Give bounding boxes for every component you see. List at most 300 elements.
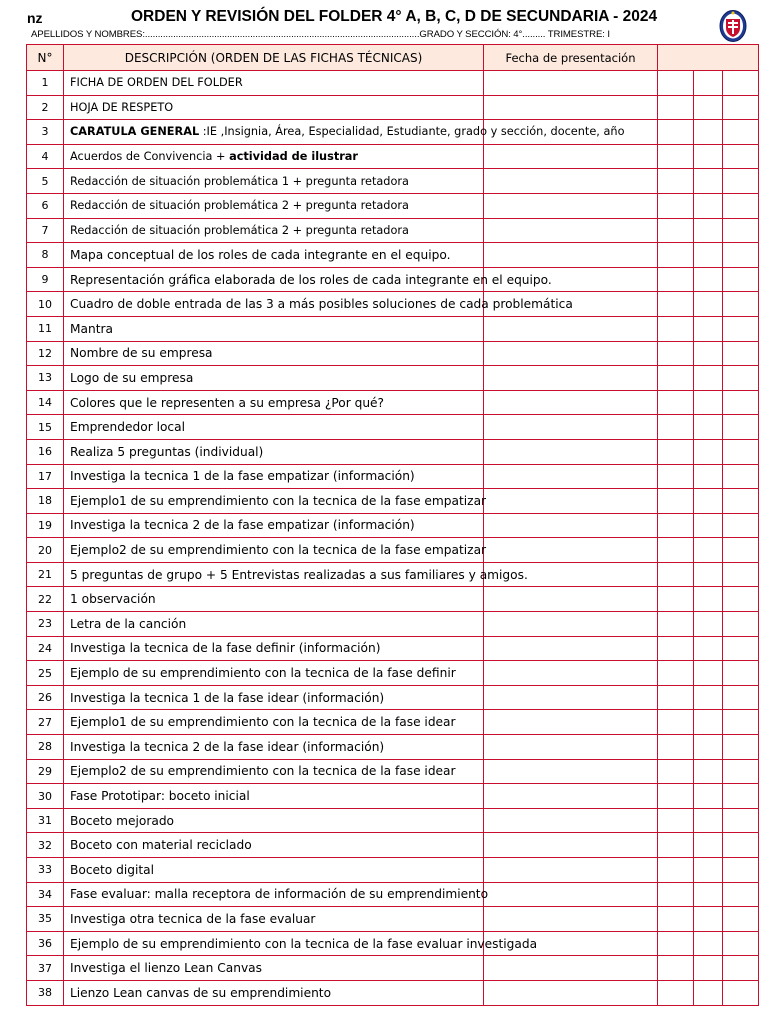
- check-cell[interactable]: [658, 292, 694, 317]
- check-cell[interactable]: [694, 735, 723, 760]
- check-cell[interactable]: [723, 907, 759, 932]
- check-cell[interactable]: [658, 538, 694, 563]
- row-number: 6: [27, 193, 64, 218]
- table-row: [27, 415, 759, 440]
- check-cell[interactable]: [658, 316, 694, 341]
- check-cell[interactable]: [658, 513, 694, 538]
- folder-checklist-table: [26, 44, 759, 1006]
- table-row: [27, 218, 759, 243]
- row-description-text: Redacción de situación problemática 2 + pregunta retadora: [70, 199, 409, 213]
- date-cell[interactable]: [484, 735, 658, 760]
- check-cell[interactable]: [658, 710, 694, 735]
- check-cell[interactable]: [658, 808, 694, 833]
- row-description-text: Emprendedor local: [70, 420, 185, 435]
- row-number: 22: [27, 587, 64, 612]
- column-header-number: N°: [27, 45, 64, 71]
- check-cell[interactable]: [658, 243, 694, 268]
- row-description: [64, 464, 484, 489]
- check-cell[interactable]: [723, 316, 759, 341]
- date-cell[interactable]: [484, 489, 658, 514]
- table-row: [27, 464, 759, 489]
- check-cell[interactable]: [694, 95, 723, 120]
- row-number: 33: [27, 858, 64, 883]
- table-row: [27, 759, 759, 784]
- row-number: 32: [27, 833, 64, 858]
- check-cell[interactable]: [723, 464, 759, 489]
- row-number: 31: [27, 808, 64, 833]
- date-cell[interactable]: [484, 587, 658, 612]
- date-cell[interactable]: [484, 759, 658, 784]
- check-cell[interactable]: [658, 439, 694, 464]
- date-cell[interactable]: [484, 710, 658, 735]
- row-number: 1: [27, 71, 64, 96]
- row-description: [64, 858, 484, 883]
- row-description: [64, 243, 484, 268]
- date-cell[interactable]: [484, 833, 658, 858]
- check-cell[interactable]: [723, 808, 759, 833]
- check-cell[interactable]: [694, 144, 723, 169]
- row-description: [64, 169, 484, 194]
- date-cell[interactable]: [484, 858, 658, 883]
- check-cell[interactable]: [694, 833, 723, 858]
- check-cell[interactable]: [658, 980, 694, 1005]
- date-cell[interactable]: [484, 636, 658, 661]
- date-cell[interactable]: [484, 661, 658, 686]
- row-description-text: FICHA DE ORDEN DEL FOLDER: [70, 76, 243, 90]
- row-description-text: Redacción de situación problemática 2 + pregunta retadora: [70, 223, 409, 237]
- check-cell[interactable]: [723, 243, 759, 268]
- check-cell[interactable]: [723, 390, 759, 415]
- row-description-bold: actividad de ilustrar: [229, 150, 358, 164]
- row-number: 10: [27, 292, 64, 317]
- row-number: 13: [27, 366, 64, 391]
- check-cell[interactable]: [694, 243, 723, 268]
- check-cell[interactable]: [658, 759, 694, 784]
- check-cell[interactable]: [694, 612, 723, 637]
- row-description: [64, 980, 484, 1005]
- check-cell[interactable]: [694, 341, 723, 366]
- row-number: 12: [27, 341, 64, 366]
- row-description: [64, 439, 484, 464]
- check-cell[interactable]: [723, 661, 759, 686]
- column-header-description: DESCRIPCIÓN (ORDEN DE LAS FICHAS TÉCNICAS): [64, 45, 484, 71]
- check-cell[interactable]: [723, 882, 759, 907]
- table-row: [27, 95, 759, 120]
- row-description: [64, 513, 484, 538]
- check-cell[interactable]: [694, 513, 723, 538]
- table-row: [27, 169, 759, 194]
- check-cell[interactable]: [694, 267, 723, 292]
- check-cell[interactable]: [658, 489, 694, 514]
- check-cell[interactable]: [694, 292, 723, 317]
- row-description: [64, 193, 484, 218]
- check-cell[interactable]: [694, 562, 723, 587]
- row-description-text: Fase evaluar: malla receptora de información de su emprendimiento: [70, 887, 489, 902]
- row-description-bold: CARATULA GENERAL: [70, 125, 200, 139]
- table-row: [27, 858, 759, 883]
- row-description-text: Logo de su empresa: [70, 370, 194, 385]
- row-description: [64, 71, 484, 96]
- check-cell[interactable]: [694, 636, 723, 661]
- check-cell[interactable]: [723, 267, 759, 292]
- row-description-text: Boceto mejorado: [70, 813, 175, 828]
- table-row: [27, 513, 759, 538]
- check-cell[interactable]: [723, 193, 759, 218]
- check-cell[interactable]: [723, 858, 759, 883]
- check-cell[interactable]: [723, 341, 759, 366]
- row-number: 16: [27, 439, 64, 464]
- check-cell[interactable]: [694, 218, 723, 243]
- table-row: [27, 144, 759, 169]
- table-row: [27, 120, 759, 145]
- check-cell[interactable]: [658, 587, 694, 612]
- row-number: 11: [27, 316, 64, 341]
- check-cell[interactable]: [658, 415, 694, 440]
- row-description-text: Acuerdos de Convivencia +: [70, 150, 230, 164]
- column-header-date: Fecha de presentación: [484, 45, 658, 71]
- row-number: 23: [27, 612, 64, 637]
- date-cell[interactable]: [484, 218, 658, 243]
- date-cell[interactable]: [484, 784, 658, 809]
- row-number: 20: [27, 538, 64, 563]
- check-cell[interactable]: [658, 341, 694, 366]
- check-cell[interactable]: [658, 612, 694, 637]
- check-cell[interactable]: [723, 636, 759, 661]
- check-cell[interactable]: [723, 144, 759, 169]
- row-description-text: Investiga la tecnica 1 de la fase idear (información): [70, 690, 385, 705]
- check-cell[interactable]: [658, 95, 694, 120]
- check-cell[interactable]: [658, 685, 694, 710]
- row-description: [64, 562, 528, 587]
- check-cell[interactable]: [723, 415, 759, 440]
- table-row: [27, 931, 759, 956]
- row-description: [64, 661, 484, 686]
- row-number: 37: [27, 956, 64, 981]
- row-description: [64, 636, 484, 661]
- date-cell[interactable]: [484, 193, 658, 218]
- row-number: 26: [27, 685, 64, 710]
- check-cell[interactable]: [694, 931, 723, 956]
- row-description-text: Ejemplo2 de su emprendimiento con la tecnica de la fase idear: [70, 764, 456, 779]
- table-row: [27, 980, 759, 1005]
- check-cell[interactable]: [694, 956, 723, 981]
- table-row: [27, 292, 759, 317]
- row-description: [64, 390, 484, 415]
- check-cell[interactable]: [694, 415, 723, 440]
- row-number: 14: [27, 390, 64, 415]
- check-cell[interactable]: [658, 931, 694, 956]
- row-description: [64, 685, 484, 710]
- date-cell[interactable]: [484, 316, 658, 341]
- row-description: [64, 931, 538, 956]
- table-row: [27, 390, 759, 415]
- prefix-label: nz: [27, 10, 43, 26]
- column-header-empty: [658, 45, 759, 71]
- check-cell[interactable]: [694, 464, 723, 489]
- row-description: [64, 612, 484, 637]
- check-cell[interactable]: [723, 784, 759, 809]
- check-cell[interactable]: [658, 169, 694, 194]
- row-description-text: Investiga la tecnica 2 de la fase empatizar (información): [70, 518, 415, 533]
- row-description-text: Cuadro de doble entrada de las 3 a más posibles soluciones de cada problemática: [70, 297, 573, 312]
- check-cell[interactable]: [694, 784, 723, 809]
- check-cell[interactable]: [723, 95, 759, 120]
- date-cell[interactable]: [484, 513, 658, 538]
- check-cell[interactable]: [658, 784, 694, 809]
- date-cell[interactable]: [484, 612, 658, 637]
- table-row: [27, 907, 759, 932]
- row-description-text: Boceto digital: [70, 862, 155, 877]
- check-cell[interactable]: [723, 759, 759, 784]
- row-description: [64, 587, 484, 612]
- row-description-text: 1 observación: [70, 592, 156, 607]
- check-cell[interactable]: [694, 193, 723, 218]
- row-description-text: Investiga la tecnica 2 de la fase idear (información): [70, 739, 385, 754]
- check-cell[interactable]: [694, 808, 723, 833]
- date-cell[interactable]: [484, 980, 658, 1005]
- check-cell[interactable]: [723, 587, 759, 612]
- table-row: [27, 243, 759, 268]
- table-row: [27, 882, 759, 907]
- row-description: [64, 95, 484, 120]
- check-cell[interactable]: [723, 513, 759, 538]
- check-cell[interactable]: [658, 120, 694, 145]
- student-info-line: APELLIDOS Y NOMBRES:...........................................................................................................GRADO Y SECCIÓN: 4°......... TRIMESTRE: I: [31, 29, 610, 40]
- check-cell[interactable]: [658, 390, 694, 415]
- check-cell[interactable]: [658, 833, 694, 858]
- row-description-text: Ejemplo1 de su emprendimiento con la tecnica de la fase empatizar: [70, 493, 487, 508]
- check-cell[interactable]: [694, 120, 723, 145]
- row-description-text: :IE ,Insignia, Área, Especialidad, Estudiante, grado y sección, docente, año: [199, 125, 625, 139]
- check-cell[interactable]: [694, 587, 723, 612]
- date-cell[interactable]: [484, 144, 658, 169]
- row-description: [64, 710, 484, 735]
- row-number: 19: [27, 513, 64, 538]
- row-description: [64, 907, 484, 932]
- row-description: [64, 538, 487, 563]
- check-cell[interactable]: [723, 292, 759, 317]
- check-cell[interactable]: [658, 366, 694, 391]
- row-description: [64, 833, 484, 858]
- date-cell[interactable]: [484, 439, 658, 464]
- check-cell[interactable]: [694, 710, 723, 735]
- table-row: [27, 956, 759, 981]
- check-cell[interactable]: [723, 931, 759, 956]
- table-row: [27, 439, 759, 464]
- row-description: [64, 784, 484, 809]
- row-description: [64, 292, 573, 317]
- date-cell[interactable]: [484, 538, 658, 563]
- check-cell[interactable]: [723, 980, 759, 1005]
- check-cell[interactable]: [694, 661, 723, 686]
- check-cell[interactable]: [723, 120, 759, 145]
- row-description: [64, 341, 484, 366]
- row-number: 24: [27, 636, 64, 661]
- row-number: 34: [27, 882, 64, 907]
- row-description-text: Investiga la tecnica 1 de la fase empatizar (información): [70, 469, 415, 484]
- date-cell[interactable]: [484, 956, 658, 981]
- row-number: 25: [27, 661, 64, 686]
- row-description-text: Ejemplo de su emprendimiento con la tecnica de la fase definir: [70, 666, 456, 681]
- row-description: [64, 735, 484, 760]
- row-description-text: Ejemplo1 de su emprendimiento con la tecnica de la fase idear: [70, 715, 456, 730]
- check-cell[interactable]: [723, 562, 759, 587]
- row-description-text: Redacción de situación problemática 1 + pregunta retadora: [70, 174, 409, 188]
- row-description-text: Lienzo Lean canvas de su emprendimiento: [70, 985, 332, 1000]
- check-cell[interactable]: [658, 464, 694, 489]
- check-cell[interactable]: [723, 956, 759, 981]
- check-cell[interactable]: [658, 144, 694, 169]
- row-number: 8: [27, 243, 64, 268]
- table-row: [27, 636, 759, 661]
- check-cell[interactable]: [658, 661, 694, 686]
- date-cell[interactable]: [484, 95, 658, 120]
- date-cell[interactable]: [484, 390, 658, 415]
- row-number: 36: [27, 931, 64, 956]
- date-cell[interactable]: [484, 808, 658, 833]
- row-description: [64, 956, 484, 981]
- row-description: [64, 366, 484, 391]
- row-description-text: Realiza 5 preguntas (individual): [70, 444, 264, 459]
- row-description: [64, 144, 484, 169]
- row-description: [64, 808, 484, 833]
- row-description-text: Ejemplo de su emprendimiento con la tecnica de la fase evaluar investigada: [70, 936, 538, 951]
- table-row: [27, 538, 759, 563]
- table-row: [27, 366, 759, 391]
- check-cell[interactable]: [694, 907, 723, 932]
- check-cell[interactable]: [723, 439, 759, 464]
- table-row: [27, 489, 759, 514]
- row-description-text: Letra de la canción: [70, 616, 187, 631]
- row-description: [64, 120, 625, 145]
- table-row: [27, 562, 759, 587]
- table-row: [27, 661, 759, 686]
- check-cell[interactable]: [658, 193, 694, 218]
- check-cell[interactable]: [723, 710, 759, 735]
- check-cell[interactable]: [658, 882, 694, 907]
- date-cell[interactable]: [484, 907, 658, 932]
- check-cell[interactable]: [658, 267, 694, 292]
- check-cell[interactable]: [694, 685, 723, 710]
- row-number: 15: [27, 415, 64, 440]
- row-description: [64, 489, 487, 514]
- row-number: 5: [27, 169, 64, 194]
- date-cell[interactable]: [484, 366, 658, 391]
- check-cell[interactable]: [694, 390, 723, 415]
- check-cell[interactable]: [694, 316, 723, 341]
- row-number: 4: [27, 144, 64, 169]
- table-row: [27, 710, 759, 735]
- check-cell[interactable]: [694, 366, 723, 391]
- row-number: 21: [27, 562, 64, 587]
- row-description-text: Fase Prototipar: boceto inicial: [70, 789, 250, 804]
- check-cell[interactable]: [723, 489, 759, 514]
- date-cell[interactable]: [484, 341, 658, 366]
- check-cell[interactable]: [658, 907, 694, 932]
- page-title: ORDEN Y REVISIÓN DEL FOLDER 4° A, B, C, D DE SECUNDARIA - 2024: [131, 8, 658, 25]
- check-cell[interactable]: [694, 538, 723, 563]
- check-cell[interactable]: [658, 636, 694, 661]
- row-description-text: Colores que le representen a su empresa ¿Por qué?: [70, 395, 385, 410]
- row-number: 7: [27, 218, 64, 243]
- table-row: [27, 316, 759, 341]
- table-row: [27, 808, 759, 833]
- row-description-text: Ejemplo2 de su emprendimiento con la tecnica de la fase empatizar: [70, 543, 487, 558]
- table-row: [27, 267, 759, 292]
- check-cell[interactable]: [694, 439, 723, 464]
- check-cell[interactable]: [658, 562, 694, 587]
- date-cell[interactable]: [484, 464, 658, 489]
- row-description: [64, 415, 484, 440]
- row-number: 35: [27, 907, 64, 932]
- row-description-text: Mantra: [70, 321, 113, 336]
- check-cell[interactable]: [658, 71, 694, 96]
- check-cell[interactable]: [723, 612, 759, 637]
- check-cell[interactable]: [723, 538, 759, 563]
- table-row: [27, 735, 759, 760]
- date-cell[interactable]: [484, 243, 658, 268]
- row-description-text: 5 preguntas de grupo + 5 Entrevistas realizadas a sus familiares y amigos.: [70, 567, 528, 582]
- row-number: 29: [27, 759, 64, 784]
- row-description: [64, 759, 484, 784]
- check-cell[interactable]: [694, 759, 723, 784]
- row-number: 38: [27, 980, 64, 1005]
- check-cell[interactable]: [723, 169, 759, 194]
- check-cell[interactable]: [723, 366, 759, 391]
- row-description: [64, 882, 489, 907]
- row-description: [64, 267, 552, 292]
- table-row: [27, 612, 759, 637]
- date-cell[interactable]: [484, 415, 658, 440]
- row-number: 3: [27, 120, 64, 145]
- row-description-text: Representación gráfica elaborada de los roles de cada integrante en el equipo.: [70, 272, 552, 287]
- check-cell[interactable]: [723, 685, 759, 710]
- check-cell[interactable]: [694, 980, 723, 1005]
- check-cell[interactable]: [723, 833, 759, 858]
- check-cell[interactable]: [658, 858, 694, 883]
- check-cell[interactable]: [658, 218, 694, 243]
- table-row: [27, 587, 759, 612]
- check-cell[interactable]: [723, 735, 759, 760]
- date-cell[interactable]: [484, 169, 658, 194]
- row-description-text: Investiga la tecnica de la fase definir (información): [70, 641, 381, 656]
- row-number: 18: [27, 489, 64, 514]
- check-cell[interactable]: [694, 882, 723, 907]
- table-row: [27, 833, 759, 858]
- row-description-text: Boceto con material reciclado: [70, 838, 252, 853]
- row-description-text: Investiga otra tecnica de la fase evaluar: [70, 911, 316, 926]
- row-number: 27: [27, 710, 64, 735]
- row-description-text: Mapa conceptual de los roles de cada integrante en el equipo.: [70, 247, 451, 262]
- row-number: 17: [27, 464, 64, 489]
- date-cell[interactable]: [484, 882, 658, 907]
- row-description-text: Nombre de su empresa: [70, 346, 213, 361]
- check-cell[interactable]: [694, 858, 723, 883]
- table-header-row: [27, 45, 759, 71]
- check-cell[interactable]: [658, 735, 694, 760]
- check-cell[interactable]: [694, 71, 723, 96]
- check-cell[interactable]: [723, 71, 759, 96]
- check-cell[interactable]: [694, 169, 723, 194]
- check-cell[interactable]: [658, 956, 694, 981]
- table-row: [27, 71, 759, 96]
- table-row: [27, 784, 759, 809]
- check-cell[interactable]: [723, 218, 759, 243]
- table-row: [27, 193, 759, 218]
- date-cell[interactable]: [484, 685, 658, 710]
- check-cell[interactable]: [694, 489, 723, 514]
- date-cell[interactable]: [484, 71, 658, 96]
